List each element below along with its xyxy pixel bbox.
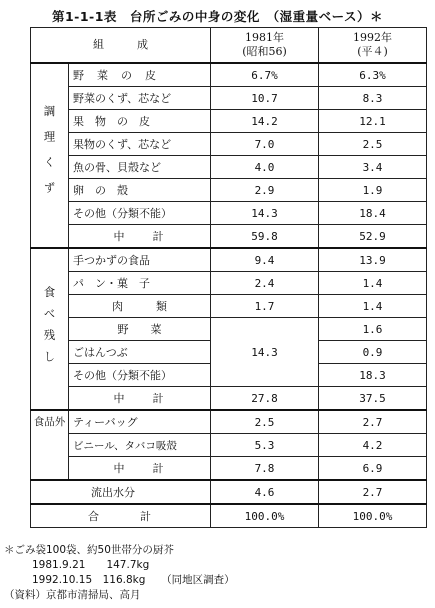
row-label: 手つかずの食品 [69, 248, 211, 272]
group-cooking-scraps: 調理くず [31, 63, 69, 248]
value-1992: 6.3% [319, 63, 427, 87]
row-label: 野 菜 [69, 318, 211, 341]
row-label: 合 計 [31, 504, 211, 528]
table-row [31, 295, 427, 318]
row-label: ビニール、タバコ吸殻 [69, 434, 211, 457]
header-1992-year: 1992年 [353, 31, 392, 44]
row-label: 野菜のくず、芯など [69, 87, 211, 110]
row-label: ティーバッグ [69, 410, 211, 434]
subtotal-row [31, 387, 427, 411]
total-row [31, 504, 427, 528]
table-row [31, 248, 427, 272]
table-row [31, 434, 427, 457]
table-row [31, 272, 427, 295]
value-1992: 3.4 [319, 156, 427, 179]
value-1981: 2.5 [211, 410, 319, 434]
header-row [31, 28, 427, 64]
value-1992: 4.2 [319, 434, 427, 457]
group-non-food: 食品外 [31, 410, 69, 480]
table-row [31, 63, 427, 87]
value-1981: 14.2 [211, 110, 319, 133]
value-1981: 10.7 [211, 87, 319, 110]
value-1992: 12.1 [319, 110, 427, 133]
value-1981: 14.3 [211, 202, 319, 225]
value-1992: 6.9 [319, 457, 427, 481]
value-1992: 2.5 [319, 133, 427, 156]
footnotes [4, 543, 424, 603]
value-1992: 18.3 [319, 364, 427, 387]
row-label: 肉 類 [69, 295, 211, 318]
row-label: 卵 の 殻 [69, 179, 211, 202]
value-1992: 52.9 [319, 225, 427, 249]
value-1981: 7.0 [211, 133, 319, 156]
value-1992: 2.7 [319, 410, 427, 434]
row-label: 果物のくず、芯など [69, 133, 211, 156]
row-label: 果 物 の 皮 [69, 110, 211, 133]
header-1981-year: 1981年 [245, 31, 284, 44]
value-1981: 27.8 [211, 387, 319, 411]
value-1981: 4.0 [211, 156, 319, 179]
value-1981: 1.7 [211, 295, 319, 318]
table-row [31, 133, 427, 156]
subtotal-row [31, 457, 427, 481]
value-1992: 1.4 [319, 272, 427, 295]
row-label: 中 計 [69, 225, 211, 249]
header-1992-era: (平４) [357, 45, 388, 58]
value-1992: 1.4 [319, 295, 427, 318]
value-1992: 1.9 [319, 179, 427, 202]
value-1992: 1.6 [319, 318, 427, 341]
table-row [31, 318, 427, 341]
header-1992 [319, 28, 427, 64]
group-leftovers: 食べ残し [31, 248, 69, 410]
footnote-line: ＊ごみ袋100袋、約50世帯分の厨芥 [4, 544, 174, 556]
footnote-line: 1992.10.15 116.8kg （同地区調査） [32, 574, 235, 586]
table-row [31, 179, 427, 202]
value-1981: 6.7% [211, 63, 319, 87]
row-label: その他（分類不能） [69, 202, 211, 225]
header-composition: 組 成 [31, 28, 211, 64]
value-1992: 8.3 [319, 87, 427, 110]
table-row [31, 110, 427, 133]
row-label: 中 計 [69, 387, 211, 411]
header-1981-era: (昭和56) [242, 45, 287, 58]
table-row [31, 156, 427, 179]
footnote-line: 1981.9.21 147.7kg [32, 559, 150, 571]
row-label: 流出水分 [31, 480, 211, 504]
table-row [31, 87, 427, 110]
row-label: 野 菜 の 皮 [69, 63, 211, 87]
value-1981: 7.8 [211, 457, 319, 481]
value-1992: 37.5 [319, 387, 427, 411]
composition-table [30, 27, 427, 528]
table-row [31, 410, 427, 434]
source-note: （資料）京都市清掃局、高月 [4, 589, 141, 601]
value-1992: 0.9 [319, 341, 427, 364]
value-1981: 2.4 [211, 272, 319, 295]
value-1981: 9.4 [211, 248, 319, 272]
value-1992: 13.9 [319, 248, 427, 272]
row-label: ごはんつぶ [69, 341, 211, 364]
value-1981: 59.8 [211, 225, 319, 249]
value-1992: 100.0% [319, 504, 427, 528]
table-row [31, 480, 427, 504]
header-1981 [211, 28, 319, 64]
value-1981: 100.0% [211, 504, 319, 528]
value-1992: 2.7 [319, 480, 427, 504]
value-1981: 2.9 [211, 179, 319, 202]
table-title: 第1-1-1表 台所ごみの中身の変化 （湿重量ベース）＊ [51, 9, 384, 24]
value-1981: 4.6 [211, 480, 319, 504]
row-label: 魚の骨、貝殻など [69, 156, 211, 179]
table-row [31, 202, 427, 225]
row-label: その他（分類不能） [69, 364, 211, 387]
value-1981: 5.3 [211, 434, 319, 457]
subtotal-row [31, 225, 427, 249]
value-1992: 18.4 [319, 202, 427, 225]
row-label: 中 計 [69, 457, 211, 481]
row-label: パ ン・菓 子 [69, 272, 211, 295]
value-1981-merged: 14.3 [211, 318, 319, 387]
